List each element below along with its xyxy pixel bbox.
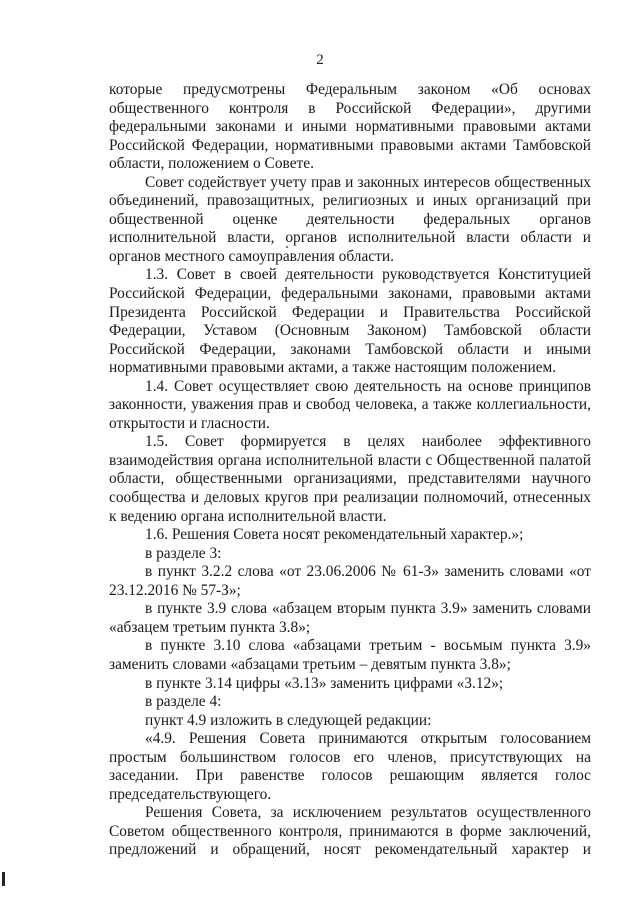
paragraph: Решения Совета, за исключением результатов осуществленного Советом общественного контроля, принимаются в форме заключений, предложений и обращений, носят рекомендательный характер и bbox=[109, 804, 591, 859]
paragraph: 1.6. Решения Совета носят рекомендательный характер.»; bbox=[145, 526, 524, 544]
paragraph: Совет содействует учету прав и законных интересов общественных объединений, правозащитных, религиозных и иных организаций при общественной оценке деятельности федеральных органов исполнительной власти, органов исполнительной власти области и органов местного самоуправления области. bbox=[109, 173, 591, 265]
page-number: 2 bbox=[316, 52, 324, 68]
paragraph: в пункт 3.2.2 слова «от 23.06.2006 № 61-З» заменить словами «от 23.12.2016 № 57-З»; bbox=[109, 563, 591, 599]
paragraph: пункт 4.9 изложить в следующей редакции: bbox=[145, 711, 432, 729]
paragraph: 1.5. Совет формируется в целях наиболее эффективного взаимодействия органа исполнительной власти с Общественной палатой области, общественными организациями, представителями научного сообщества и деловых кругов при реализации полномочий, отнесенных к ведению органа исполнительной власти. bbox=[109, 433, 591, 525]
paragraph: в пункте 3.9 слова «абзацем вторым пункта 3.9» заменить словами «абзацем третьим пункта 3.8»; bbox=[109, 600, 591, 636]
paragraph: в разделе 4: bbox=[145, 693, 222, 711]
paragraph: в пункте 3.10 слова «абзацами третьим - восьмым пункта 3.9» заменить словами «абзацами третьим – девятым пункта 3.8»; bbox=[109, 637, 591, 673]
scan-speck bbox=[286, 246, 288, 248]
paragraph: 1.4. Совет осуществляет свою деятельность на основе принципов законности, уважения прав и свобод человека, а также коллегиальности, открытости и гласности. bbox=[109, 377, 591, 432]
paragraph: 1.3. Совет в своей деятельности руководствуется Конституцией Российской Федерации, федеральными законами, правовыми актами Президента Российской Федерации и Правительства Российской Федерации, Уставом (Основным Законом) Тамбовской области Российской Федерации, законами Тамбовской области и иными нормативными правовыми актами, а также настоящим положением. bbox=[109, 266, 591, 377]
paragraph: «4.9. Решения Совета принимаются открытым голосованием простым большинством голосов его членов, присутствующих на заседании. При равенстве голосов решающим является голос председательствующего. bbox=[109, 730, 591, 803]
paragraph: в пункте 3.14 цифры «3.13» заменить цифрами «3.12»; bbox=[145, 674, 504, 692]
scan-edge-mark bbox=[2, 872, 5, 886]
paragraph: которые предусмотрены Федеральным законом «Об основах общественного контроля в Российской Федерации», другими федеральными законами и иными нормативными правовыми актами Российской Федерации, нормативными правовыми актами Тамбовской области, положением о Совете. bbox=[109, 81, 591, 173]
document-body bbox=[109, 81, 591, 860]
paragraph: в разделе 3: bbox=[145, 544, 222, 562]
